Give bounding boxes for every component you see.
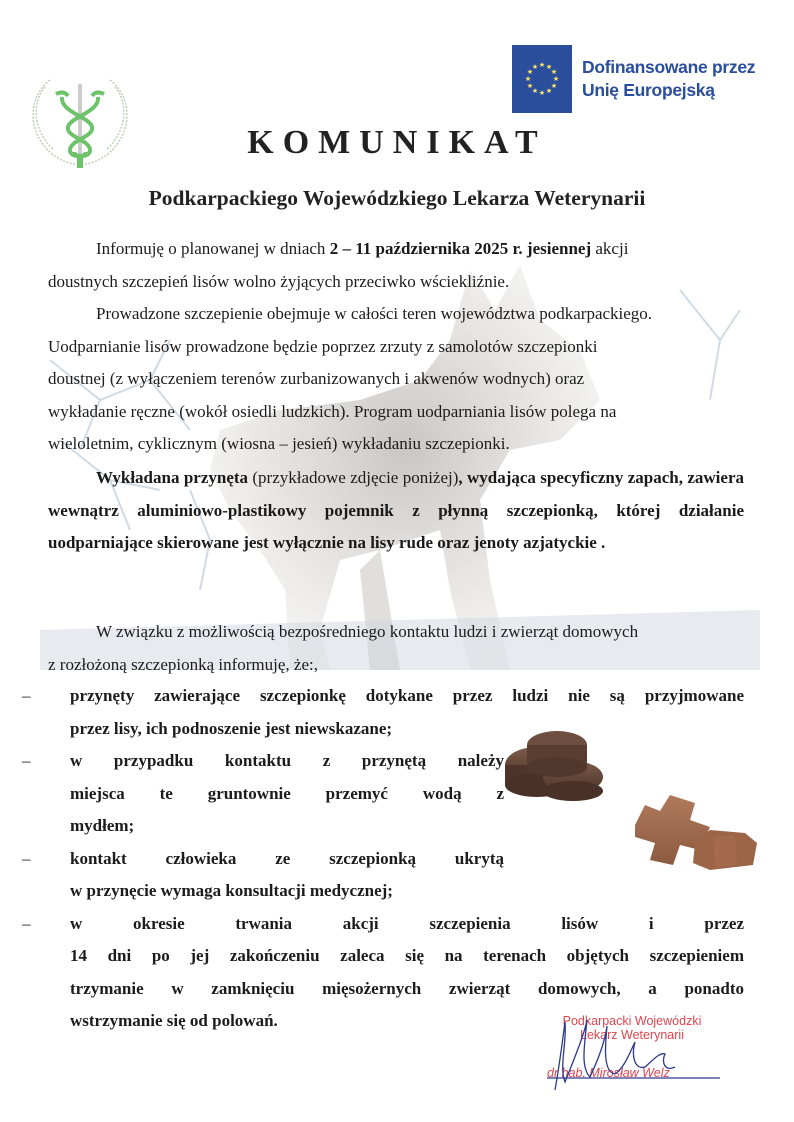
eu-flag-icon: [512, 45, 572, 113]
stamp-line2: Lekarz Weterynarii: [580, 1028, 684, 1042]
bullet-dash: –: [22, 686, 31, 705]
vaccine-bait-image: [495, 725, 785, 875]
eu-badge-line2: Unię Europejską: [582, 80, 715, 100]
list-item: [22, 745, 504, 843]
svg-text:★: ★: [545, 87, 553, 95]
paragraph-bait-description: [48, 462, 744, 560]
svg-text:★: ★: [531, 63, 539, 71]
bullet-line: kontakt człowieka ze szczepionką ukrytą: [70, 848, 504, 868]
p1-line2: doustnych szczepień lisów wolno żyjących przeciwko wściekliźnie.: [48, 271, 510, 291]
p1-text-end: akcji: [591, 239, 629, 258]
paragraph-scope: [48, 298, 744, 461]
page-title: KOMUNIKAT: [247, 124, 547, 161]
page-subtitle: Podkarpackiego Wojewódzkiego Lekarza Weterynarii: [148, 186, 646, 210]
eu-badge-line1: Dofinansowane przez: [582, 57, 756, 77]
svg-text:★: ★: [538, 61, 546, 69]
bullet-line: w przynęcie wymaga konsultacji medycznej;: [70, 881, 393, 900]
bullet-dash: –: [22, 848, 31, 868]
bullet-line: przez lisy, ich podnoszenie jest niewskazane;: [70, 718, 393, 738]
svg-text:★: ★: [550, 68, 558, 76]
stamp-line1: Podkarpacki Wojewódzki: [562, 1014, 702, 1028]
bullet-line: w przypadku kontaktu z przynętą należy: [70, 751, 504, 770]
svg-text:★: ★: [531, 87, 539, 95]
bullet-line: wstrzymanie się od polowań.: [70, 1011, 278, 1030]
svg-text:★: ★: [545, 63, 553, 71]
handwritten-signature-icon: [535, 1012, 735, 1092]
p2-line3: doustnej (z wyłączeniem terenów zurbanizowanych i akwenów wodnych) oraz: [48, 369, 585, 388]
p2-line2: Uodparnianie lisów prowadzone będzie poprzez zrzuty z samolotów szczepionki: [48, 336, 598, 356]
signature-block: [535, 1012, 735, 1092]
list-item: [22, 843, 504, 908]
bullet-dash: –: [22, 913, 31, 933]
paragraph-contact-warning: [48, 616, 744, 681]
svg-text:★: ★: [526, 82, 534, 90]
svg-text:★: ★: [526, 68, 534, 76]
paragraph-announcement: [48, 233, 744, 298]
svg-text:★: ★: [552, 75, 560, 83]
p3-note: (przykładowe zdjęcie poniżej): [248, 468, 459, 487]
p1-text-start: Informuję o planowanej w dniach: [96, 239, 330, 258]
svg-text:★: ★: [524, 75, 532, 83]
svg-text:★: ★: [538, 89, 546, 97]
bullet-dash: –: [22, 751, 31, 770]
bullet-line: mydłem;: [70, 816, 135, 835]
svg-text:★: ★: [550, 82, 558, 90]
p4-line2: z rozłożoną szczepionką informuję, że:,: [48, 654, 318, 674]
bullet-line: przynęty zawierające szczepionkę dotykane przez ludzi nie są przyjmowane: [70, 686, 744, 705]
p1-dates: 2 – 11 października 2025 r. jesiennej: [329, 239, 592, 258]
p3-bold-description: , wydająca specyficzny zapach, zawiera wewnątrz aluminiowo-plastikowy pojemnik z płynną szczepionką, której działanie uodparniające skierowane jest wyłącznie na lisy rude oraz jenoty azjatyckie .: [48, 468, 744, 552]
bullet-line: 14 dni po jej zakończeniu zaleca się na terenach objętych szczepieniem: [70, 946, 744, 965]
p3-bold-bait: Wykładana przynęta: [96, 468, 249, 487]
signer-name: dr hab. Mirosław Welz: [547, 1066, 670, 1080]
p4-line1: W związku z możliwością bezpośredniego kontaktu ludzi i zwierząt domowych: [96, 622, 639, 641]
bullet-line: w okresie trwania akcji szczepienia lisów i przez: [70, 913, 744, 933]
eu-funding-badge: [512, 45, 755, 113]
bullet-line: miejsca te gruntownie przemyć wodą z: [70, 783, 504, 803]
p2-line1: Prowadzone szczepienie obejmuje w całości teren województwa podkarpackiego.: [96, 304, 653, 323]
p2-line4: wykładanie ręczne (wokół osiedli ludzkich). Program uodparniania lisów polega na: [48, 401, 617, 421]
p2-line5: wieloletnim, cyklicznym (wiosna – jesień) wykładaniu szczepionki.: [48, 434, 510, 453]
bullet-line: trzymanie w zamknięciu mięsożernych zwierząt domowych, a ponadto: [70, 978, 744, 998]
